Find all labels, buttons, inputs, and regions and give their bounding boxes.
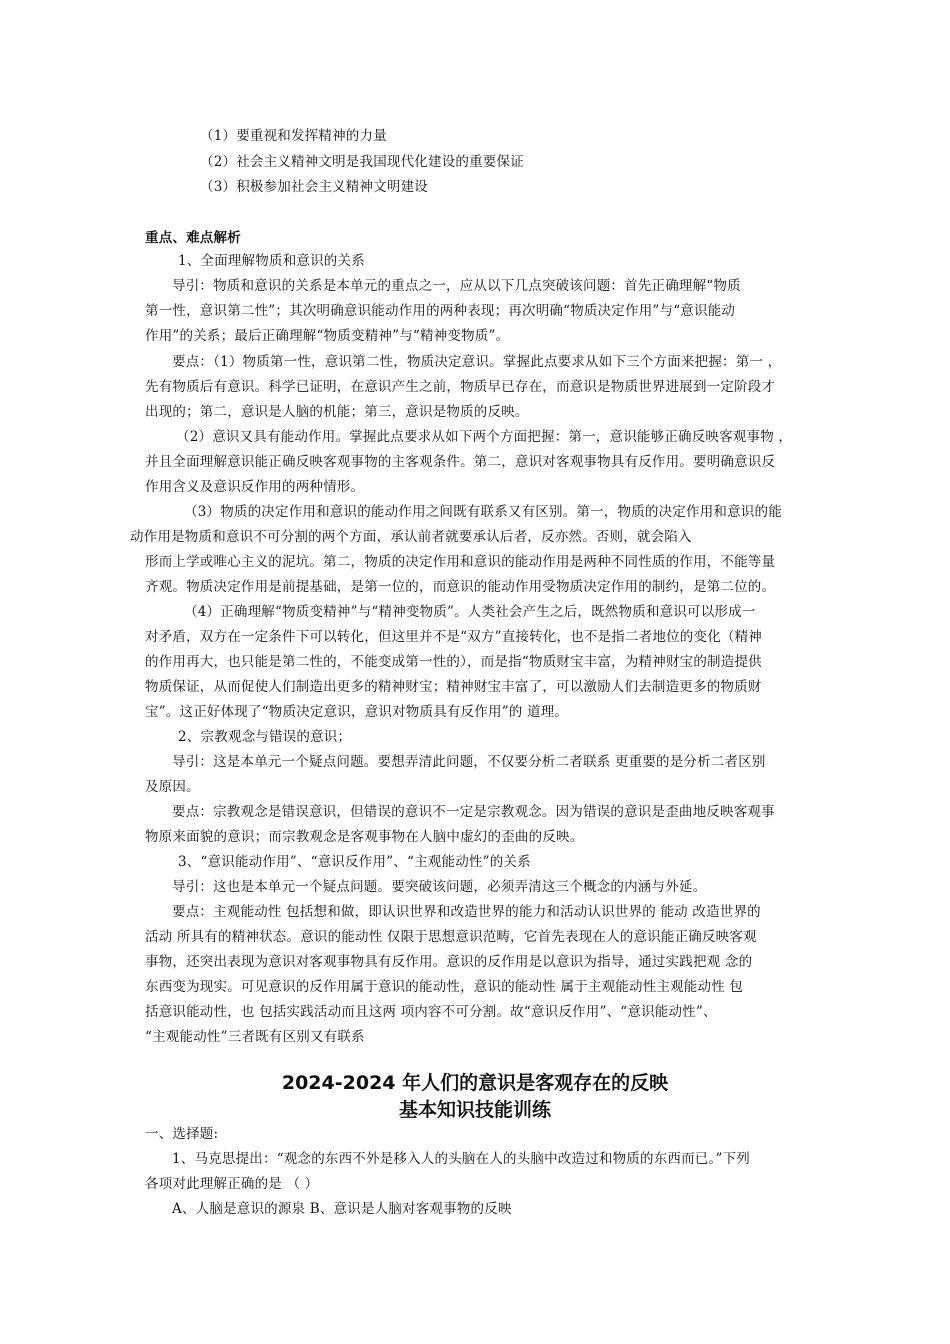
list-item: （3）积极参加社会主义精神文明建设 [200, 179, 428, 195]
paragraph-line: 齐观。物质决定作用是前提基础，是第一位的，而意识的能动作用受物质决定作用的制约，是第二位的。 [145, 579, 776, 595]
paragraph-line: 的作用再大，也只能是第二性的，不能变成第一性的），而是指“物质财宝丰富，为精神财宝的制造提供 [145, 654, 762, 670]
paragraph-line: 物原来面貌的意识；而宗教观念是客观事物在人脑中虚幻的歪曲的反映。 [145, 829, 584, 845]
subsection-title: 1、全面理解物质和意识的关系 [178, 253, 365, 269]
paragraph-line: 先有物质后有意识。科学已证明，在意识产生之前，物质早已存在，而意识是物质世界进展到一定阶段才 [145, 379, 776, 395]
paragraph-line: 要点：主观能动性 包括想和做，即认识世界和改造世界的能力和活动认识世界的 能动 改造世界的 [172, 904, 761, 920]
answer-options: A、人脑是意识的源泉 B、意识是人脑对客观事物的反映 [172, 1201, 512, 1217]
paragraph-line: 导引：这是本单元一个疑点问题。要想弄清此问题，不仅要分析二者联系 更重要的是分析二者区别 [172, 754, 766, 770]
quiz-section-label: 一、选择题: [145, 1126, 219, 1142]
section-heading: 重点、难点解析 [145, 230, 241, 246]
paragraph-line: （4）正确理解“物质变精神”与“精神变物质”。人类社会产生之后，既然物质和意识可以形成一 [184, 604, 756, 620]
paragraph-line: 对矛盾，双方在一定条件下可以转化，但这里并不是“双方”直接转化，也不是指二者地位的变化（精神 [145, 629, 763, 645]
paragraph-line: “主观能动性”三者既有区别又有联系 [145, 1029, 365, 1045]
question-text: 1、马克思提出：“观念的东西不外是移入人的头脑在人的头脑中改造过和物质的东西而已。”下列 [172, 1151, 750, 1167]
paragraph-line: 第一性，意识第二性”；其次明确意识能动作用的两种表现；再次明确“物质决定作用”与“意识能动 [145, 303, 736, 319]
paragraph-line: 活动 所具有的精神状态。意识的能动性 仅限于思想意识范畴，它首先表现在人的意识能正确反映客观 [145, 929, 757, 945]
subsection-title: 2、宗教观念与错误的意识； [178, 729, 352, 745]
list-item: （1）要重视和发挥精神的力量 [200, 128, 387, 144]
list-item: （2）社会主义精神文明是我国现代化建设的重要保证 [200, 154, 524, 170]
paragraph-line: 导引：这也是本单元一个疑点问题。要突破该问题，必须弄清这三个概念的内涵与外延。 [172, 879, 707, 895]
document-subtitle: 基本知识技能训练 [398, 1099, 551, 1121]
subsection-title: 3、“意识能动作用”、“意识反作用”、“主观能动性”的关系 [178, 854, 531, 870]
paragraph-line: 宝”。这正好体现了“物质决定意识，意识对物质具有反作用”的 道理。 [145, 704, 569, 720]
paragraph-line: 物质保证，从而促使人们制造出更多的精神财宝；精神财宝丰富了，可以激励人们去制造更多的物质财 [145, 679, 762, 695]
paragraph-line: 出现的；第二，意识是人脑的机能；第三，意识是物质的反映。 [145, 404, 529, 420]
paragraph-line: 及原因。 [145, 779, 200, 795]
paragraph-line: 作用含义及意识反作用的两种情形。 [145, 479, 365, 495]
paragraph-line: 要点：（1）物质第一性，意识第二性，物质决定意识。掌握此点要求从如下三个方面来把握：第一 ， [172, 354, 782, 370]
paragraph-line: 形而上学或唯心主义的泥坑。第二，物质的决定作用和意识的能动作用是两种不同性质的作用，不能等量 [145, 554, 776, 570]
paragraph-line: （3）物质的决定作用和意识的能动作用之间既有联系又有区别。第一，物质的决定作用和意识的能 [184, 504, 782, 520]
question-text: 各项对此理解正确的是 （ ） [145, 1176, 319, 1192]
paragraph-line: （2）意识又具有能动作用。掌握此点要求从如下两个方面把握：第一，意识能够正确反映客观事物 ， [176, 429, 793, 445]
paragraph-line: 并且全面理解意识能正确反映客观事物的主客观条件。第二，意识对客观事物具有反作用。要明确意识反 [145, 454, 776, 470]
paragraph-line: 括意识能动性，也 包括实践活动而且这两 项内容不可分割。故“意识反作用”、“意识能动性”、 [145, 1004, 717, 1020]
document-title: 2024-2024 年人们的意识是客观存在的反映 [281, 1072, 669, 1094]
paragraph-line: 作用”的关系；最后正确理解“物质变精神”与“精神变物质”。 [145, 328, 510, 344]
paragraph-line: 东西变为现实。可见意识的反作用属于意识的能动性，意识的能动性 属于主观能动性主观能动性 包 [145, 979, 744, 995]
paragraph-line: 导引：物质和意识的关系是本单元的重点之一，应从以下几点突破该问题：首先正确理解“物质 [172, 278, 741, 294]
paragraph-line: 要点：宗教观念是错误意识，但错误的意识不一定是宗教观念。因为错误的意识是歪曲地反映客观事 [172, 804, 775, 820]
paragraph-line: 动作用是物质和意识不可分割的两个方面，承认前者就要承认后者，反亦然。否则，就会陷入 [130, 529, 692, 545]
paragraph-line: 事物，还突出表现为意识对客观事物具有反作用。意识的反作用是以意识为指导，通过实践把观 念的 [145, 954, 753, 970]
